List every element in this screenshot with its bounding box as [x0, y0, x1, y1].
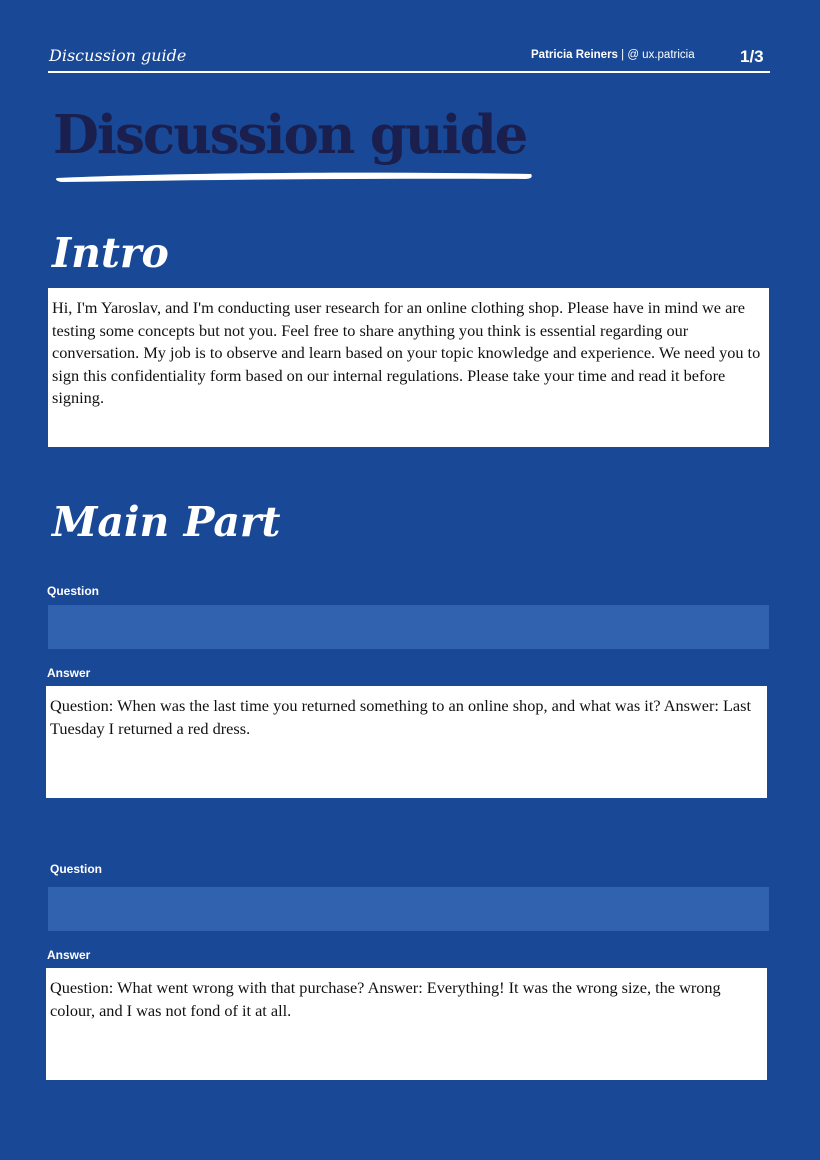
main-part-heading: Main Part	[52, 498, 281, 546]
question-label: Question	[47, 584, 100, 598]
answer-text-box[interactable]: Question: What went wrong with that purchase? Answer: Everything! It was the wrong size, the wrong colour, and I was not fond of it at all.	[46, 968, 767, 1080]
question-input[interactable]	[48, 605, 769, 649]
question-label: Question	[50, 862, 103, 876]
author-handle: | @ ux.patricia	[617, 49, 695, 61]
intro-text-box[interactable]: Hi, I'm Yaroslav, and I'm conducting user research for an online clothing shop. Please have in mind we are testing some concepts but not you. Feel free to share anything you think is essential regarding our conversation. My job is to observe and learn based on your topic knowledge and experience. We need you to sign this confidentiality form based on our internal regulations. Please take your time and read it before signing.	[48, 288, 769, 447]
header-title: Discussion guide	[49, 46, 187, 65]
header-author-info	[531, 49, 695, 61]
page-number: 1/3	[740, 47, 764, 66]
header-divider	[48, 71, 770, 73]
answer-label: Answer	[47, 948, 91, 962]
document-title: Discussion guide	[53, 104, 527, 166]
intro-heading: Intro	[52, 229, 169, 277]
author-name: Patricia Reiners	[531, 49, 618, 61]
question-input[interactable]	[48, 887, 769, 931]
title-brush-underline	[55, 168, 535, 184]
answer-label: Answer	[47, 666, 91, 680]
answer-text-box[interactable]: Question: When was the last time you returned something to an online shop, and what was it? Answer: Last Tuesday I returned a red dress.	[46, 686, 767, 798]
